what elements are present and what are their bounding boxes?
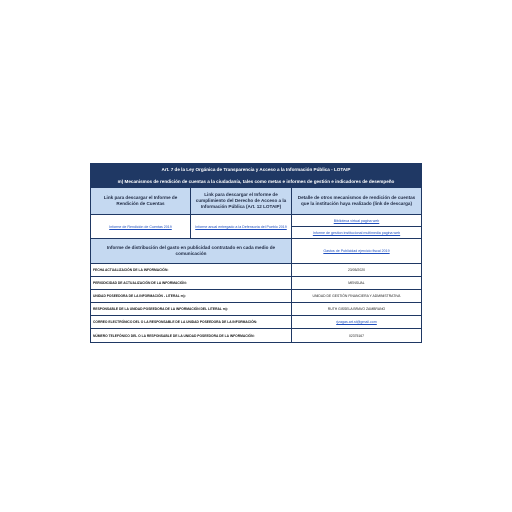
- info-value: 02375167: [348, 333, 365, 338]
- column-header-cumplimiento: Link para descargar el Informe de cumplimiento del Derecho de Acceso a la Información Pública (Art. 12 LOTAIP): [191, 188, 292, 214]
- info-value: RUTH GISSELA BRAVO ZAMBRANO: [327, 307, 386, 311]
- gastos-publicidad-link[interactable]: Gastos de Publicidad ejercicio fiscal 2019: [323, 249, 390, 253]
- info-value-email: [292, 316, 421, 328]
- cell-informe-rendicion: [91, 215, 191, 238]
- email-link[interactable]: rjzagas.art.st@gmail.com: [336, 320, 377, 324]
- table-subtitle-text: m) Mecanismos de rendición de cuentas a la ciudadanía, tales como metas e informes de gestión e indicadores de desempeño: [117, 179, 395, 184]
- info-value: 23/05/2020: [348, 268, 365, 272]
- info-row: [91, 277, 421, 290]
- info-label: PERIODICIDAD DE ACTUALIZACIÓN DE LA INFORMACIÓN:: [91, 277, 292, 289]
- table-subtitle: [91, 176, 421, 188]
- info-label: NÚMERO TELEFÓNICO DEL O LA RESPONSABLE DE LA UNIDAD POSEEDORA DE LA INFORMACIÓN:: [91, 329, 292, 342]
- table-title: [91, 164, 421, 176]
- info-value: MENSUAL: [348, 281, 365, 285]
- informe-gestion-link[interactable]: Informe de gestion institucional multimedia pagina web: [312, 230, 401, 235]
- cell-otros-mecanismos: [292, 215, 421, 238]
- info-label: CORREO ELECTRÓNICO DEL O LA RESPONSABLE DE LA UNIDAD POSEEDORA DE LA INFORMACIÓN:: [91, 316, 292, 328]
- column-header-rendicion: Link para descargar el Informe de Rendición de Cuentas: [91, 188, 191, 214]
- lotaip-table: [90, 163, 422, 343]
- info-label: RESPONSABLE DE LA UNIDAD POSEEDORA DE LA INFORMACIÓN DEL LITERAL m):: [91, 303, 292, 315]
- info-label: UNIDAD POSEEDORA DE LA INFORMACIÓN - LITERAL m):: [91, 290, 292, 302]
- biblioteca-virtual-link[interactable]: Biblioteca virtual pagina web: [333, 218, 380, 223]
- cell-informe-anual: [191, 215, 292, 238]
- column-header-otros-mecanismos: Detalle de otros mecanismos de rendición de cuentas que la institución haya realizado (link de descarga): [292, 188, 421, 214]
- informe-anual-link[interactable]: Informe anual entregado a la Defensoría del Pueblo 2019: [195, 224, 287, 229]
- info-label: FECHA ACTUALIZACIÓN DE LA INFORMACIÓN:: [91, 264, 292, 276]
- info-row: [91, 290, 421, 303]
- publicidad-label: Informe de distribución del gasto en publicidad contratado en cada medio de comunicación: [91, 239, 292, 263]
- publicidad-row: [91, 239, 421, 264]
- informe-rendicion-link[interactable]: Informe de Rendición de Cuentas 2019: [109, 224, 172, 229]
- cell-gastos-publicidad: [292, 239, 421, 263]
- links-row: [91, 215, 421, 239]
- info-row: [91, 264, 421, 277]
- column-header-row: [91, 188, 421, 215]
- info-value: UNIDAD DE GESTIÓN FINANCIERA Y ADMINISTRATIVA: [312, 294, 401, 298]
- info-row: [91, 329, 421, 342]
- info-row: [91, 303, 421, 316]
- table-title-text: Art. 7 de la Ley Orgánica de Transparencia y Acceso a la Información Pública - LOTAIP: [161, 167, 351, 172]
- info-row: [91, 316, 421, 329]
